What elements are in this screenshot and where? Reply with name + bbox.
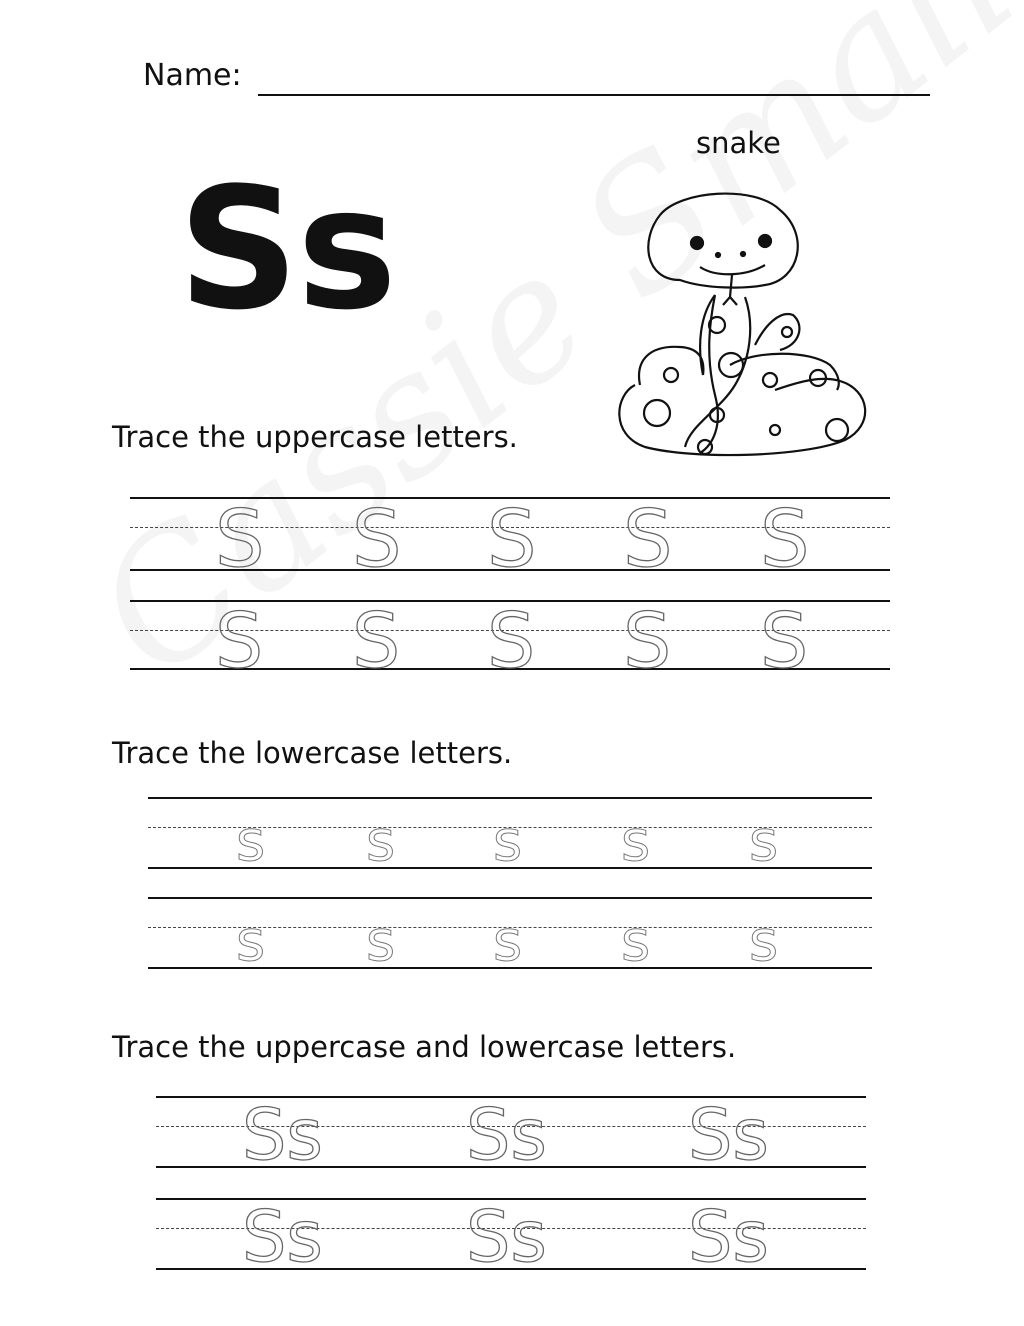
trace-letter: S <box>487 596 536 685</box>
trace-letter: s <box>366 909 396 974</box>
picture-label: snake <box>696 126 781 160</box>
snake-illustration <box>605 185 885 465</box>
trace-row-uppercase-1[interactable] <box>130 495 890 585</box>
trace-row-both-2[interactable] <box>156 1196 866 1278</box>
trace-letter-pair: Ss <box>688 1196 769 1278</box>
trace-row-lowercase-2[interactable] <box>148 897 872 974</box>
trace-letter-pair: Ss <box>688 1094 769 1176</box>
trace-letter-pair: Ss <box>466 1094 547 1176</box>
featured-letter: Ss <box>178 151 395 347</box>
trace-letter: s <box>493 809 523 874</box>
trace-row-both-1[interactable] <box>156 1094 866 1176</box>
trace-letter: s <box>493 909 523 974</box>
trace-letter: s <box>621 909 651 974</box>
trace-row-lowercase-1[interactable] <box>148 797 872 874</box>
instruction-lowercase: Trace the lowercase letters. <box>112 736 513 770</box>
trace-letter-pair: Ss <box>242 1196 323 1278</box>
instruction-uppercase: Trace the uppercase letters. <box>112 420 518 454</box>
instruction-both: Trace the uppercase and lowercase letters. <box>112 1030 737 1064</box>
trace-letter: S <box>215 495 265 585</box>
trace-row-uppercase-2[interactable] <box>130 596 890 685</box>
trace-letter-pair: Ss <box>242 1094 323 1176</box>
trace-letter: S <box>487 495 537 585</box>
trace-letter: s <box>236 809 266 874</box>
trace-letter: S <box>623 495 673 585</box>
trace-letter: s <box>366 809 396 874</box>
trace-letter: S <box>352 596 401 685</box>
trace-letter-pair: Ss <box>466 1196 547 1278</box>
trace-letter: S <box>760 596 809 685</box>
trace-letter: s <box>621 809 651 874</box>
trace-letter: S <box>215 596 264 685</box>
name-label: Name: <box>143 58 242 93</box>
trace-letter: S <box>760 495 810 585</box>
trace-letter: S <box>352 495 402 585</box>
trace-letter: s <box>236 909 266 974</box>
trace-letter: s <box>749 909 779 974</box>
trace-letter: S <box>623 596 672 685</box>
name-write-line[interactable] <box>258 94 930 96</box>
trace-letter: s <box>749 809 779 874</box>
